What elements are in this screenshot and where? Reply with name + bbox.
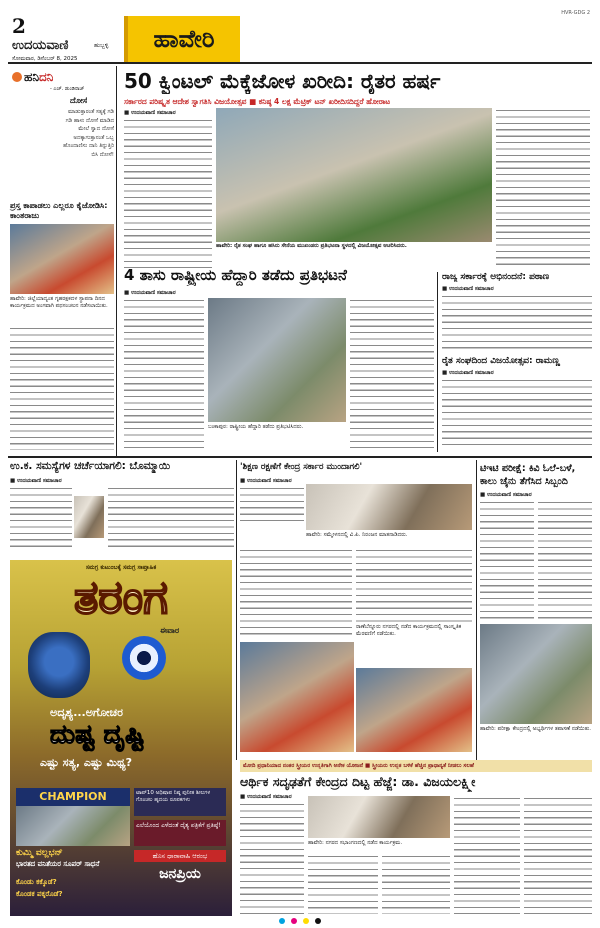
bottom-strap: ಮೋದಿ ಪ್ರಧಾನಿಯಾದ ನಂತರ ಸ್ತ್ರೀಯರ ಉನ್ನತಿಗಾಗಿ ಅನೇಕ ಯೋಜನೆ ■ ಸ್ತ್ರೀಯರು ಉನ್ನತ ಬಳಿಕೆ ಹೆಚ್ಚಿನ ಪ್ರಾಧಾನ್ಯತೆ ನೀಡಲು ಸಲಹೆ [240,760,592,772]
paper-name: ಉದಯವಾಣಿ [12,38,69,53]
taranga-ad[interactable] [10,560,232,916]
state-gov-byline: ■ ಉದಯವಾಣಿ ಸಮಾಚಾರ [442,286,494,292]
ad-tag1: ಅದೃಶ್ಯ...ಅಗೋಚರ [50,706,123,719]
bottom-byline: ■ ಉದಯವಾಣಿ ಸಮಾಚಾರ [240,794,292,800]
ad-box5: ಹೊಸ ಧಾರಾವಾಹಿ ಆರಂಭ [134,850,226,862]
farmers-union-byline: ■ ಉದಯವಾಣಿ ಸಮಾಚಾರ [442,370,494,376]
ad-q2: ಕೊಂಡಕ ಪಕ್ಕರೊಡೆ? [16,890,63,898]
north-k-headline: ಉ.ಕ. ಸಮಸ್ಯೆಗಳ ಚರ್ಚೆಯಾಗಲಿ: ಬೊಮ್ಮಾಯಿ [10,460,171,472]
ad-mask-icon [28,632,90,698]
shikshana-body-1 [240,486,304,526]
registration-marks [90,918,510,924]
ad-brand: ತರಂಗ [74,570,168,624]
ad-tag2: ದುಷ್ಟ ದೃಷ್ಟಿ [50,720,145,750]
tinda-byline: ■ ಉದಯವಾಣಿ ಸಮಾಚಾರ [480,492,532,498]
mid-divider-2 [476,460,477,760]
highway-photo [208,298,346,422]
lead-photo [216,108,492,242]
bottom-caption: ಹಾವೇರಿ: ನಗರದ ಸಭಾಂಗಣದಲ್ಲಿ ನಡೆದ ಕಾರ್ಯಕ್ರಮ. [308,840,403,846]
district-title: ಹಾವೇರಿ [153,25,215,53]
tinda-caption: ಹಾವೇರಿ: ಪರೀಕ್ಷಾ ಕೇಂದ್ರದಲ್ಲಿ ಅಭ್ಯರ್ಥಿಗಳ ತಪಾಸಣೆ ನಡೆಯಿತು. [480,726,592,732]
shikshana-body-3 [356,548,472,622]
shikshana-caption1: ಹಾವೇರಿ: ಸಮ್ಮೇಳನದಲ್ಲಿ ವಿ.ಪಿ. ನಿರಂಜನ ಮಾತನಾಡಿದರು. [306,532,408,538]
bottom-headline: ಆರ್ಥಿಕ ಸದೃಢತೆಗೆ ಕೇಂದ್ರದ ದಿಟ್ಟ ಹೆಜ್ಜೆ: ಡಾ. ವಿಜಯಲಕ್ಷ್ಮೀ [240,774,476,789]
lead-byline: ■ ಉದಯವಾಣಿ ಸಮಾಚಾರ [124,110,176,116]
left-story-headline: ಪ್ರಸ್ತ ಕಾಪಾಡಲು ಎಲ್ಲರೂ ಕೈಜೋಡಿಸಿ: ಕಾಂತರಾಜು [10,201,108,220]
bottom-photo [308,796,450,838]
shikshana-body-2 [240,548,352,638]
mid-divider-1 [236,460,237,760]
ad-box6: ಜನಪ್ರಿಯ [159,866,201,882]
highway-byline: ■ ಉದಯವಾಣಿ ಸಮಾಚಾರ [124,290,176,296]
north-k-portrait [74,496,104,538]
hani-author: - ಎಚ್. ಡುಂಡಿರಾಜ್ [50,86,85,92]
highway-caption: ಬಂಕಾಪುರ: ರಾಷ್ಟ್ರೀಯ ಹೆದ್ದಾರಿ ತಡೆದು ಪ್ರತಿಭಟಿಸಿದರು. [208,424,304,430]
hani-dani-box [10,68,114,198]
page-number: 2 [12,14,26,38]
bottom-body-4 [454,796,520,914]
bottom-body-1 [240,802,304,914]
left-story-body [10,326,114,450]
masthead [8,10,592,62]
left-col-divider [116,66,117,456]
highway-body-1 [124,298,204,448]
ad-box3: ಕುಮ್ಮಿ ವಲ್ಲಭನ್ [16,848,63,858]
bottom-body-3 [382,854,450,914]
highway-body-2 [350,298,434,448]
shikshana-photo2 [240,642,354,752]
shikshana-caption2: ರಾಣೆಬೆನ್ನೂರು ನಗರದಲ್ಲಿ ನಡೆದ ಕಾರ್ಯಕ್ರಮದಲ್ಲಿ ಸಾಂಸ್ಕೃತಿಕ ಮೆರವಣಿಗೆ ನಡೆಯಿತು. [356,624,462,637]
hani-poem: ಮಾಡುತ್ತಾರಂತೆ ಸತ್ಯಕ್ಕೆ ಗಡಿ ಗಡಿ ಹಾಳು ದೋಸೆ ಮಾಡಿದ ಮೇಲೆ ಸ್ವಾದ ದೋಸೆ ಅದಕ್ಕಾಗುತ್ತಾನಂತೆ ಒಬ್ಬ ಹೊಂದಾಣಿಸು ದಾನಿ ತಿನ್ನುತ್ತಿರಿ ಬಿಸಿ ದೋಸೆ! [63,109,114,158]
tinda-photo [480,624,592,724]
left-story-photo [10,224,114,294]
shikshana-photo3 [356,668,472,752]
shikshana-byline: ■ ಉದಯವಾಣಿ ಸಮಾಚಾರ [240,478,292,484]
right-col-divider [437,272,438,452]
left-story-caption: ಹಾವೇರಿ: ಜಿಲ್ಲೆಯಾದ್ಯಂತ ಗೃಹರಕ್ಷಕದಳ ಸ್ಥಾಪನಾ ದಿನದ ಕಾರ್ಯಕ್ರಮದ ಅಂಗವಾಗಿ ಪಥಸಂಚಲನ ನಡೆಸಲಾಯಿತು. [10,296,108,309]
ad-box4: ಭಾರತದ ವನಿತೆಯರ ಸೂಪರ್ ಸಾಧನೆ [16,860,100,868]
state-gov-headline: ರಾಜ್ಯ ಸರ್ಕಾರಕ್ಕೆ ಅಭಿನಂದನೆ: ಪಠಾಣ [442,272,550,282]
ad-q1: ಕೊಂಡು ಕಕ್ಕೊಡೆ? [16,878,57,886]
district-banner [124,16,240,62]
mid-rule [8,456,592,458]
lead-headline: 50 ಕ್ವಿಂಟಲ್ ಮೆಕ್ಕೆಜೋಳ ಖರೀದಿ: ರೈತರ ಹರ್ಷ [124,69,441,93]
lead-body-1 [124,118,212,268]
print-code: HVR-GDG 2 [561,10,590,16]
tinda-headline: ಟಿಇಟಿ ಪರೀಕ್ಷೆ: ಕಿವಿ ಓಲೆ-ಬಳೆ, ಕಾಲು ಚೈನು ತೆಗೆಸಿದ ಸಿಬ್ಬಂದಿ [480,463,576,487]
ad-eye-icon [122,636,166,680]
hani-logo-icon [12,72,22,82]
bottom-body-5 [524,796,592,914]
hani-brand [24,70,53,85]
lead-caption: ಹಾವೇರಿ: ರೈತ ಸಂಘ ಹಾಗೂ ಹಸಿರು ಸೇನೆಯ ಮುಖಂಡರು ಪ್ರತಿಭಟನಾ ಸ್ಥಳದಲ್ಲಿ ವಿಜಯೋತ್ಸವ ಆಚರಿಸಿದರು. [216,243,407,249]
masthead-rule [8,62,592,64]
ad-champion: CHAMPION [16,788,130,806]
edition: ಹುಬ್ಬಳ್ಳಿ [94,42,109,49]
hani-brand-b: ದನಿ [39,70,54,84]
hani-title: ದೋಸೆ [70,96,88,105]
shikshana-photo [306,484,472,530]
ad-team-photo [16,806,130,846]
lead-body-2 [496,108,590,268]
issue-date: ಸೋಮವಾರ, ಡಿಸೆಂಬರ್ 8, 2025 [12,56,78,62]
tinda-body-1 [480,500,534,620]
north-k-byline: ■ ಉದಯವಾಣಿ ಸಮಾಚಾರ [10,478,62,484]
lead-subhead: ಸರ್ಕಾರದ ಪರಿಷ್ಕೃತ ಆದೇಶ ಸ್ವಾಗತಿಸಿ ವಿಜಯೋತ್ಸವ ■ ಕನಿಷ್ಠ 4 ಲಕ್ಷ ಮೆಟ್ರಿಕ್ ಟನ್ ಖರೀದಿಸದಿದ್ದರೆ ಹೋರಾಟ [124,97,391,106]
ad-box2: ಎಲೆಯೊಂದ ಎಳೆದಂತೆ ದೈತ್ಯ ಪತ್ರಿಕೆಗೆ ಪ್ರತಿಷ್ಠೆ! [134,820,226,846]
north-k-body-1 [10,486,72,552]
ad-sub: ಈವಾರ [160,626,180,635]
tinda-body-2 [538,500,592,620]
ad-tag3: ಎಷ್ಟು ಸತ್ಯ, ಎಷ್ಟು ಮಿಥ್ಯ? [40,756,133,769]
ad-box1: ಟಾಪ್‌10 ಅಧಿಷಾಪ ನಿಷ್ಠ ಪುನೀತ ಶೀಲಗಳ ಗೊಂಚಲ ಹೃದಯ ರೂಪಕಗಳು [134,788,226,816]
shikshana-headline: 'ಶಿಕ್ಷಣ ರಕ್ಷಣೆಗೆ ಕೇಂದ್ರ ಸರ್ಕಾರ ಮುಂದಾಗಲಿ' [240,462,363,472]
farmers-union-body [442,378,592,448]
state-gov-body [442,294,592,352]
highway-headline: 4 ತಾಸು ರಾಷ್ಟ್ರೀಯ ಹೆದ್ದಾರಿ ತಡೆದು ಪ್ರತಿಭಟನೆ [124,266,347,284]
north-k-body-2 [108,486,234,552]
farmers-union-headline: ರೈತ ಸಂಘದಿಂದ ವಿಜಯೋತ್ಸವ: ರಾಮಣ್ಣ [442,356,560,366]
bottom-body-2 [308,854,378,914]
ad-top: ಸಮಗ್ರ ಕುಟುಂಬಕ್ಕೆ ಸಮಗ್ರ ಸಾಪ್ತಾಹಿಕ [85,564,157,571]
hani-brand-a: ಹನಿ [24,70,39,84]
